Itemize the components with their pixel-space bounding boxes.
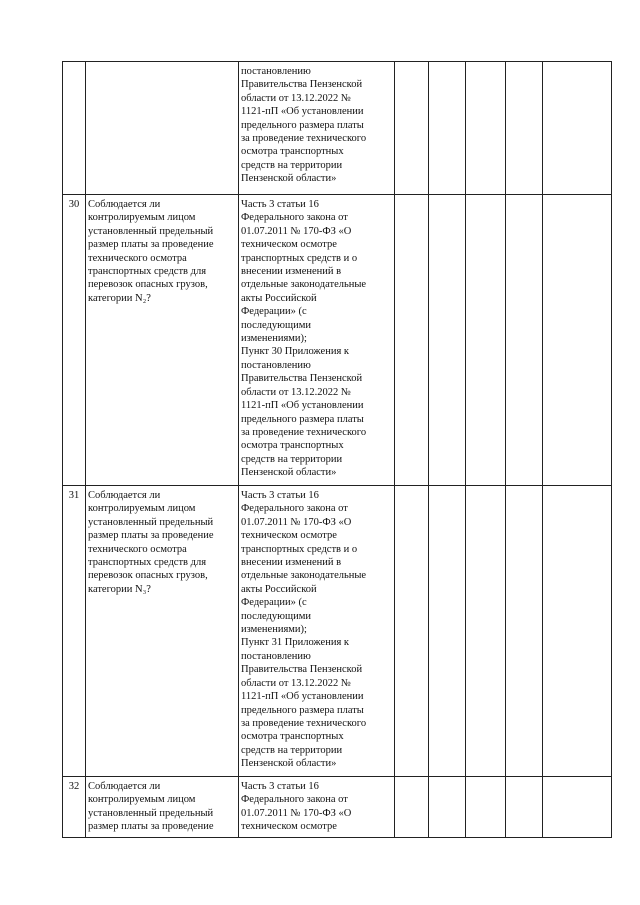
answer-yes-cell [395, 486, 429, 777]
table-row [63, 195, 612, 486]
table-row [63, 486, 612, 777]
answer-yes-cell [395, 62, 429, 195]
answer-no-cell [429, 195, 466, 486]
document-page [62, 61, 612, 838]
row-number: 32 [63, 777, 86, 838]
points-cell [506, 62, 543, 195]
legal-reference-cell [239, 195, 395, 486]
legal-reference-cell [239, 486, 395, 777]
legal-reference-text: Часть 3 статьи 16 Федерального закона от 01.07.2011 № 170-ФЗ «О техническом осмотре транспортных средств и о внесении изменений в отдельные законодательные акты Российской Федерации» (с последующими изменениями); Пункт 30 Приложения к постановлению Правительства Пензенской области от 13.12.2022 № 1121-пП «Об установлении предельного размера платы за проведение технического осмотра транспортных средств на территории Пензенской области» [241, 199, 367, 479]
question-text: Соблюдается ли контролируемым лицом установленный предельный размер платы за проведение технического осмотра транспортных средств для перевозок опасных грузов, категории N₂? [88, 199, 214, 304]
answer-no-cell [429, 62, 466, 195]
row-number: 31 [63, 486, 86, 777]
points-cell [506, 777, 543, 838]
row-number: 30 [63, 195, 86, 486]
note-cell [543, 486, 612, 777]
checklist-table [62, 61, 612, 838]
answer-not-applicable-cell [466, 486, 506, 777]
answer-not-applicable-cell [466, 777, 506, 838]
question-cell [86, 195, 239, 486]
question-text: Соблюдается ли контролируемым лицом установленный предельный размер платы за проведение [88, 781, 214, 833]
question-cell [86, 62, 239, 195]
legal-reference-text: Часть 3 статьи 16 Федерального закона от 01.07.2011 № 170-ФЗ «О техническом осмотре транспортных средств и о внесении изменений в отдельные законодательные акты Российской Федерации» (с последующими изменениями); Пункт 31 Приложения к постановлению Правительства Пензенской области от 13.12.2022 № 1121-пП «Об установлении предельного размера платы за проведение технического осмотра транспортных средств на территории Пензенской области» [241, 490, 367, 770]
answer-no-cell [429, 777, 466, 838]
table-row [63, 777, 612, 838]
note-cell [543, 195, 612, 486]
question-cell [86, 486, 239, 777]
legal-reference-cell [239, 62, 395, 195]
answer-not-applicable-cell [466, 62, 506, 195]
row-number [63, 62, 86, 195]
points-cell [506, 195, 543, 486]
answer-no-cell [429, 486, 466, 777]
answer-not-applicable-cell [466, 195, 506, 486]
legal-reference-text: постановлению Правительства Пензенской области от 13.12.2022 № 1121-пП «Об установлении предельного размера платы за проведение технического осмотра транспортных средств на территории Пензенской области» [241, 66, 367, 185]
note-cell [543, 777, 612, 838]
question-text: Соблюдается ли контролируемым лицом установленный предельный размер платы за проведение технического осмотра транспортных средств для перевозок опасных грузов, категории N₃? [88, 490, 214, 595]
answer-yes-cell [395, 195, 429, 486]
points-cell [506, 486, 543, 777]
note-cell [543, 62, 612, 195]
legal-reference-cell [239, 777, 395, 838]
question-cell [86, 777, 239, 838]
answer-yes-cell [395, 777, 429, 838]
legal-reference-text: Часть 3 статьи 16 Федерального закона от 01.07.2011 № 170-ФЗ «О техническом осмотре [241, 781, 352, 833]
table-row [63, 62, 612, 195]
